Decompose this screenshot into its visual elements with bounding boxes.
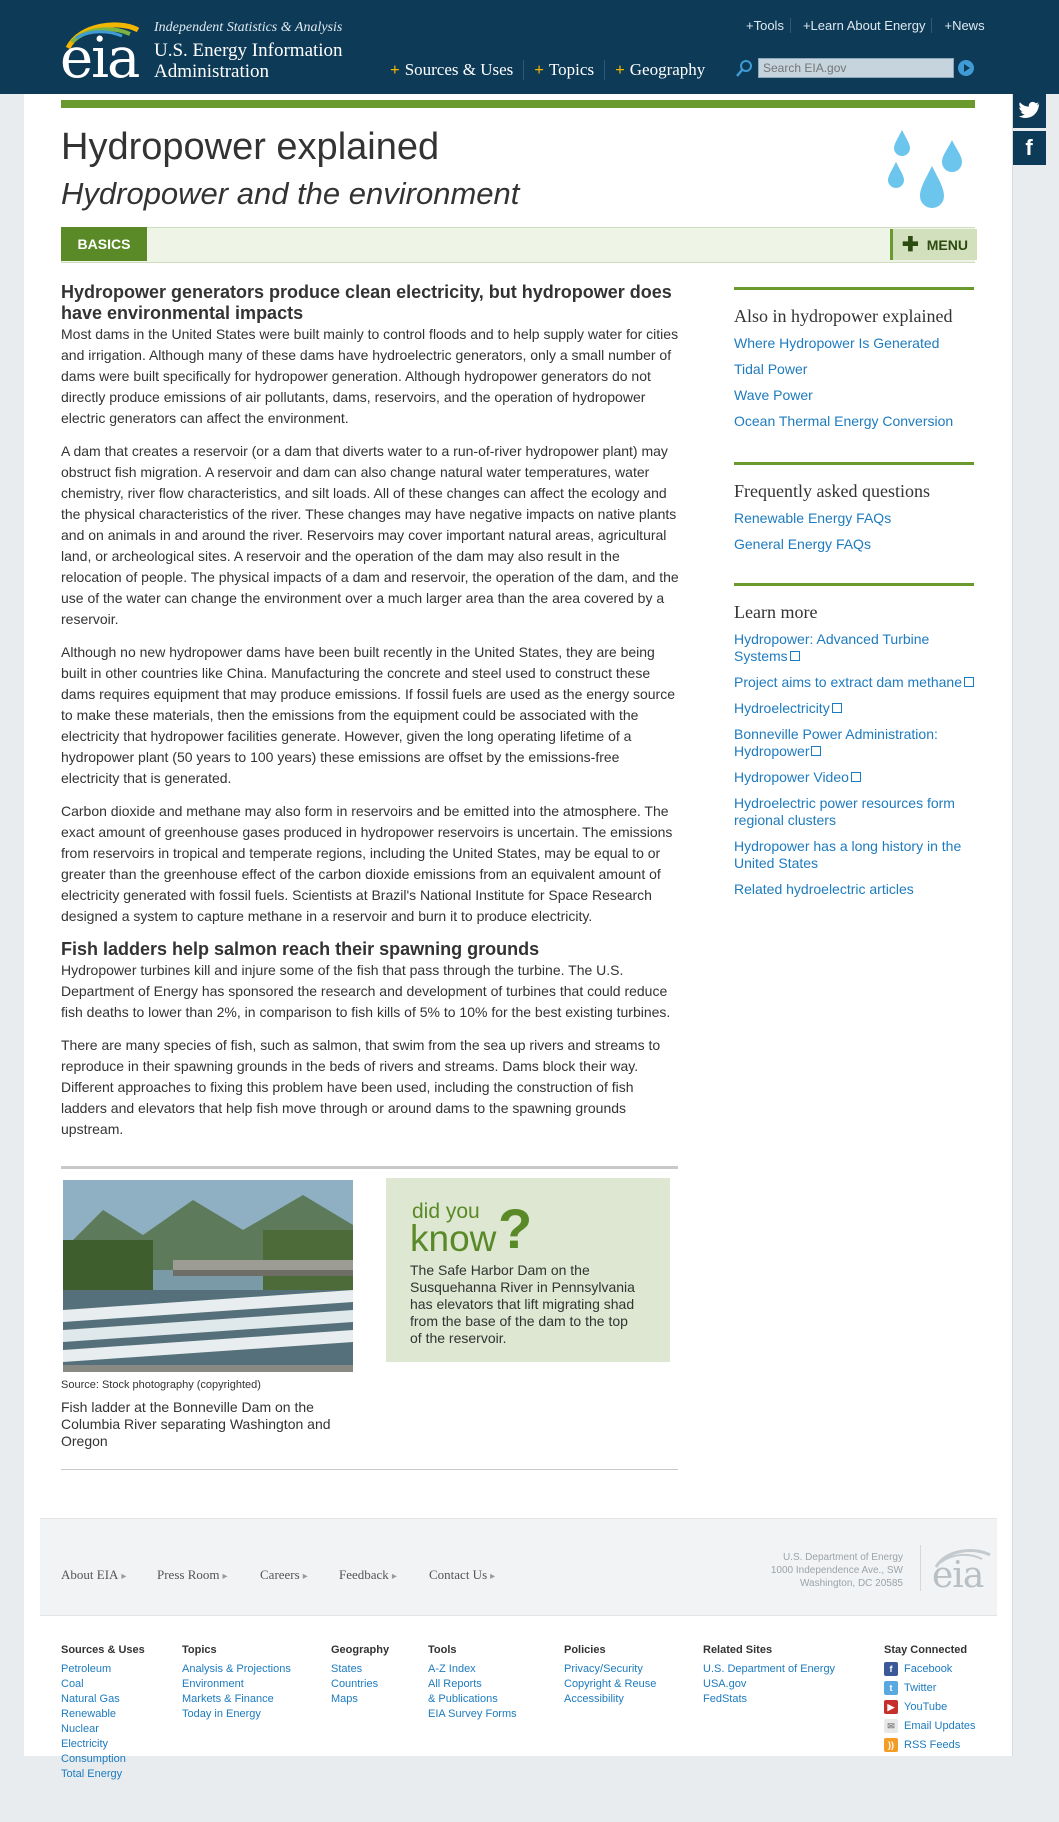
paragraph: There are many species of fish, such as salmon, that swim from the sea up rivers and streams to reproduce in their spawning grounds in the beds of rivers and streams. Dams block their way. Different approaches to fixing this problem have been used, including the construction of fish ladders and elevators that help fish move through or around dams to the spawning grounds upstream. [61, 1037, 661, 1137]
footer-link-label: Press Room [157, 1567, 220, 1582]
footer-link-careers[interactable] [260, 1567, 308, 1583]
sidebar-bar [734, 462, 974, 465]
footer-link[interactable]: Natural Gas [61, 1693, 120, 1705]
menu-label: MENU [926, 236, 968, 253]
facebook-icon: f [1025, 135, 1033, 160]
water-drops-icon [880, 126, 970, 216]
footer-link[interactable]: Coal [61, 1678, 84, 1690]
footer-col-policies [564, 1644, 656, 1707]
tagline: Independent Statistics & Analysis [154, 20, 343, 35]
sidebar-bar [734, 583, 974, 586]
paragraph: Most dams in the United States were built mainly to control floods and to help supply water for cities and irrigation. Although many of these dams have hydroelectric generators, only a small number of dams were built specifically for hydropower generation. Although hydropower generators do not directly produce emissions of air pollutants, dams, reservoirs, and the operation of hydropower electric generators can affect the environment. [61, 326, 679, 426]
footer-eia-logo[interactable] [930, 1545, 1000, 1596]
sidebar-link[interactable] [734, 700, 974, 717]
search-box [736, 58, 976, 78]
search-go-button[interactable] [958, 60, 974, 76]
social-label: Twitter [904, 1682, 937, 1694]
external-link-icon [964, 677, 974, 687]
page-subtitle: Hydropower and the environment [61, 176, 520, 211]
footer-col-title: Geography [331, 1644, 390, 1656]
footer-link[interactable]: Petroleum [61, 1663, 112, 1675]
top-link-learn[interactable]: +Learn About Energy [797, 18, 933, 33]
footer-link-feedback[interactable] [339, 1567, 397, 1583]
footer-link[interactable]: Consumption [61, 1753, 126, 1765]
chevron-right-icon: ▸ [222, 1571, 228, 1582]
footer-logo-text: eia [932, 1555, 984, 1596]
card-edge [1012, 94, 1013, 1756]
page-title: Hydropower explained [61, 126, 440, 168]
social-label: YouTube [904, 1701, 948, 1713]
top-accent-bar [61, 100, 975, 108]
link-text: Hydropower: Advanced Turbine Systems [734, 631, 930, 664]
footer-col-title: Sources & Uses [61, 1644, 145, 1656]
social-label: RSS Feeds [904, 1739, 961, 1751]
footer-link[interactable]: Analysis & Projections [182, 1663, 291, 1675]
site-header [0, 0, 1059, 94]
footer-link[interactable]: A-Z Index [428, 1663, 476, 1675]
footer-col-title: Topics [182, 1644, 217, 1656]
footer-link[interactable]: Today in Energy [182, 1708, 261, 1720]
footer-link[interactable]: Accessibility [564, 1693, 624, 1705]
sidebar-bar [734, 287, 974, 290]
menu-button[interactable] [890, 229, 977, 260]
social-label: Email Updates [904, 1720, 976, 1732]
sidebar-heading: Learn more [734, 602, 818, 622]
sidebar-heading: Frequently asked questions [734, 481, 930, 501]
top-link-label: Tools [753, 18, 784, 33]
plus-icon: ✚ [902, 234, 919, 256]
link-text: Project aims to extract dam methane [734, 674, 962, 690]
address-line: U.S. Department of Energy [782, 1552, 903, 1563]
footer-link-label: Careers [260, 1567, 300, 1582]
footer-col-related [703, 1644, 835, 1707]
footer-link[interactable]: Copyright & Reuse [564, 1678, 657, 1690]
sidebar-link[interactable]: Wave Power [734, 387, 813, 403]
plus-icon: + [615, 60, 625, 79]
facebook-link[interactable] [884, 1662, 976, 1676]
logo-text: eia [60, 26, 139, 91]
footer-links-band [40, 1518, 997, 1616]
section-heading: Fish ladders help salmon reach their spawning grounds [61, 939, 540, 959]
footer-link[interactable]: FedStats [703, 1693, 748, 1705]
chevron-right-icon: ▸ [391, 1571, 397, 1582]
footer-col-tools [428, 1644, 517, 1722]
footer-link[interactable]: USA.gov [703, 1678, 747, 1690]
footer-link-press[interactable] [157, 1567, 228, 1583]
divider [61, 1469, 678, 1470]
footer-col-title: Related Sites [703, 1644, 773, 1656]
org-name[interactable]: U.S. Energy Information Administration [154, 40, 343, 82]
nav-label: Topics [548, 60, 595, 79]
sidebar-link[interactable] [734, 631, 974, 665]
twitter-icon: t [884, 1681, 898, 1695]
footer-link[interactable]: Privacy/Security [564, 1663, 643, 1675]
sidebar-link[interactable]: Where Hydropower Is Generated [734, 335, 940, 351]
footer-link[interactable]: Total Energy [61, 1768, 123, 1780]
sidebar-link[interactable]: Renewable Energy FAQs [734, 510, 892, 526]
footer-link-contact[interactable] [429, 1567, 495, 1583]
eia-logo[interactable] [60, 18, 150, 91]
sidebar-link[interactable]: Ocean Thermal Energy Conversion [734, 413, 954, 429]
plus-icon: + [390, 60, 400, 79]
sidebar-link[interactable]: Tidal Power [734, 361, 808, 377]
external-link-icon [832, 703, 842, 713]
section-nav-bar [61, 227, 975, 263]
footer-col-stay-connected [884, 1644, 976, 1757]
nav-topics[interactable] [524, 60, 605, 80]
footer-address [710, 1551, 903, 1590]
chevron-right-icon: ▸ [302, 1571, 308, 1582]
did-you-know-box [386, 1178, 670, 1362]
facebook-icon: f [884, 1662, 898, 1676]
sidebar-link[interactable]: General Energy FAQs [734, 536, 871, 552]
footer-link[interactable]: Countries [331, 1678, 379, 1690]
basics-tab[interactable]: BASICS [61, 227, 147, 261]
external-link-icon [851, 772, 861, 782]
footer-col-title: Policies [564, 1644, 606, 1656]
question-mark-icon: ? [498, 1197, 533, 1260]
footer-link-label: Contact Us [429, 1567, 488, 1582]
footer-link[interactable]: EIA Survey Forms [428, 1708, 517, 1720]
footer-link[interactable]: Environment [182, 1678, 244, 1690]
sidebar-heading: Also in hydropower explained [734, 306, 953, 326]
sidebar-link[interactable]: Related hydroelectric articles [734, 881, 914, 897]
footer-col-topics [182, 1644, 291, 1722]
photo-source: Source: Stock photography (copyrighted) [61, 1379, 261, 1391]
footer-col-title: Stay Connected [884, 1644, 968, 1656]
footer-link[interactable]: U.S. Department of Energy [703, 1663, 836, 1675]
address-line: Washington, DC 20585 [799, 1578, 903, 1589]
footer-link-label: Feedback [339, 1567, 389, 1582]
chevron-right-icon: ▸ [490, 1571, 496, 1582]
paragraph: Although no new hydropower dams have been built recently in the United States, they are being built in other countries like China. Manufacturing the concrete and steel used to construct these dams requires equipment that may produce emissions. If fossil fuels are used as the energy source to make these materials, then the emissions from the equipment could be associated with the electricity that hydropower facilities generate. However, given the long operating lifetime of a hydropower plant (50 years to 100 years) these emissions are offset by the emissions-free electricity that is generated. [61, 644, 675, 786]
footer-col-sources [61, 1644, 145, 1782]
top-link-news[interactable]: +News [944, 18, 985, 33]
paragraph: Hydropower turbines kill and injure some of the fish that pass through the turbine. The U.S. Department of Energy has sponsored the research and development of turbines that could reduce fish deaths to lower than 2%, in comparison to fish kills of 5% to 10% for the best existing turbines. [61, 962, 671, 1020]
search-input[interactable] [758, 58, 954, 78]
footer-link[interactable]: & Publications [428, 1693, 498, 1705]
link-text: Hydroelectricity [734, 700, 830, 716]
dyk-did: did you [412, 1200, 480, 1223]
facebook-share-button[interactable] [1012, 131, 1046, 165]
footer-col-geography [331, 1644, 389, 1707]
article-body [61, 282, 681, 1152]
youtube-link[interactable] [884, 1700, 976, 1714]
footer-link[interactable]: All Reports [428, 1678, 482, 1690]
footer-link-label: About EIA [61, 1567, 119, 1582]
nav-sources-uses[interactable] [380, 60, 524, 80]
top-link-tools[interactable]: +Tools [740, 18, 791, 33]
dyk-text: The Safe Harbor Dam on the Susquehanna River in Pennsylvania has elevators that lift migrating shad from the base of the dam to the top of the reservoir. [410, 1262, 635, 1346]
sidebar-link[interactable] [734, 769, 974, 786]
footer-link[interactable]: Nuclear [61, 1723, 99, 1735]
main-nav [380, 60, 715, 80]
footer-link[interactable]: Maps [331, 1693, 358, 1705]
youtube-icon: ▶ [884, 1700, 898, 1714]
rss-icon: )) [884, 1738, 898, 1752]
nav-label: Geography [629, 60, 706, 79]
sidebar-faq [734, 462, 974, 562]
section-heading: Hydropower generators produce clean electricity, but hydropower does have environmental impacts [61, 282, 672, 323]
footer-link[interactable]: Renewable [61, 1708, 117, 1720]
dyk-know: know [410, 1218, 497, 1259]
sidebar-learn [734, 583, 974, 907]
footer-link[interactable]: States [331, 1663, 363, 1675]
top-link-label: News [952, 18, 985, 33]
email-icon: ✉ [884, 1719, 898, 1733]
top-link-label: Learn About Energy [810, 18, 926, 33]
social-label: Facebook [904, 1663, 953, 1675]
fish-ladder-photo [63, 1180, 353, 1372]
email-updates-link[interactable] [884, 1719, 976, 1733]
footer-separator [920, 1545, 921, 1591]
divider [61, 1166, 678, 1169]
rss-link[interactable] [884, 1738, 976, 1752]
footer-col-title: Tools [428, 1644, 457, 1656]
photo-caption: Fish ladder at the Bonneville Dam on the Columbia River separating Washington and Oregon [61, 1399, 331, 1449]
external-link-icon [811, 746, 821, 756]
footer-link-about[interactable] [61, 1567, 126, 1583]
chevron-right-icon: ▸ [121, 1571, 127, 1582]
footer-link[interactable]: Electricity [61, 1738, 109, 1750]
sidebar-link[interactable] [734, 726, 974, 760]
plus-icon: + [534, 60, 544, 79]
paragraph: Carbon dioxide and methane may also form in reservoirs and be emitted into the atmosphere. The exact amount of greenhouse gases produced in hydropower reservoirs is uncertain. The emissions from reservoirs in tropical and temperate regions, including the United States, may be equal to or greater than the greenhouse effect of the carbon dioxide emissions from an equivalent amount of electricity generated with fossil fuels. Scientists at Brazil's National Institute for Space Research designed a system to capture methane in a reservoir and burn it to produce electricity. [61, 803, 673, 924]
twitter-icon [1018, 101, 1040, 121]
address-line: 1000 Independence Ave., SW [770, 1565, 903, 1576]
sidebar-link[interactable] [734, 674, 974, 691]
sidebar-link[interactable]: Hydroelectric power resources form regional clusters [734, 795, 955, 828]
search-icon [736, 58, 754, 78]
nav-geography[interactable] [605, 60, 715, 80]
nav-label: Sources & Uses [404, 60, 514, 79]
top-links [740, 18, 991, 33]
sidebar-link[interactable]: Hydropower has a long history in the United States [734, 838, 962, 871]
footer-link[interactable]: Markets & Finance [182, 1693, 274, 1705]
sidebar-also [734, 287, 974, 439]
twitter-link[interactable] [884, 1681, 976, 1695]
twitter-share-button[interactable] [1012, 94, 1046, 128]
link-text: Hydropower Video [734, 769, 849, 785]
external-link-icon [790, 651, 800, 661]
link-text: Bonneville Power Administration: Hydropower [734, 726, 938, 759]
paragraph: A dam that creates a reservoir (or a dam that diverts water to a run-of-river hydropower plant) may obstruct fish migration. A reservoir and dam can also change natural water temperatures, water chemistry, river flow characteristics, and silt loads. All of these changes can affect the ecology and the physical characteristics of the river. These changes may have negative impacts on native plants and on animals in and around the river. Reservoirs may cover important natural areas, agricultural land, or archeological sites. A reservoir and the operation of the dam may also result in the relocation of people. The physical impacts of a dam and reservoir, the operation of the dam, and the use of the water can change the environment over a much larger area than the area covered by a reservoir. [61, 443, 679, 627]
